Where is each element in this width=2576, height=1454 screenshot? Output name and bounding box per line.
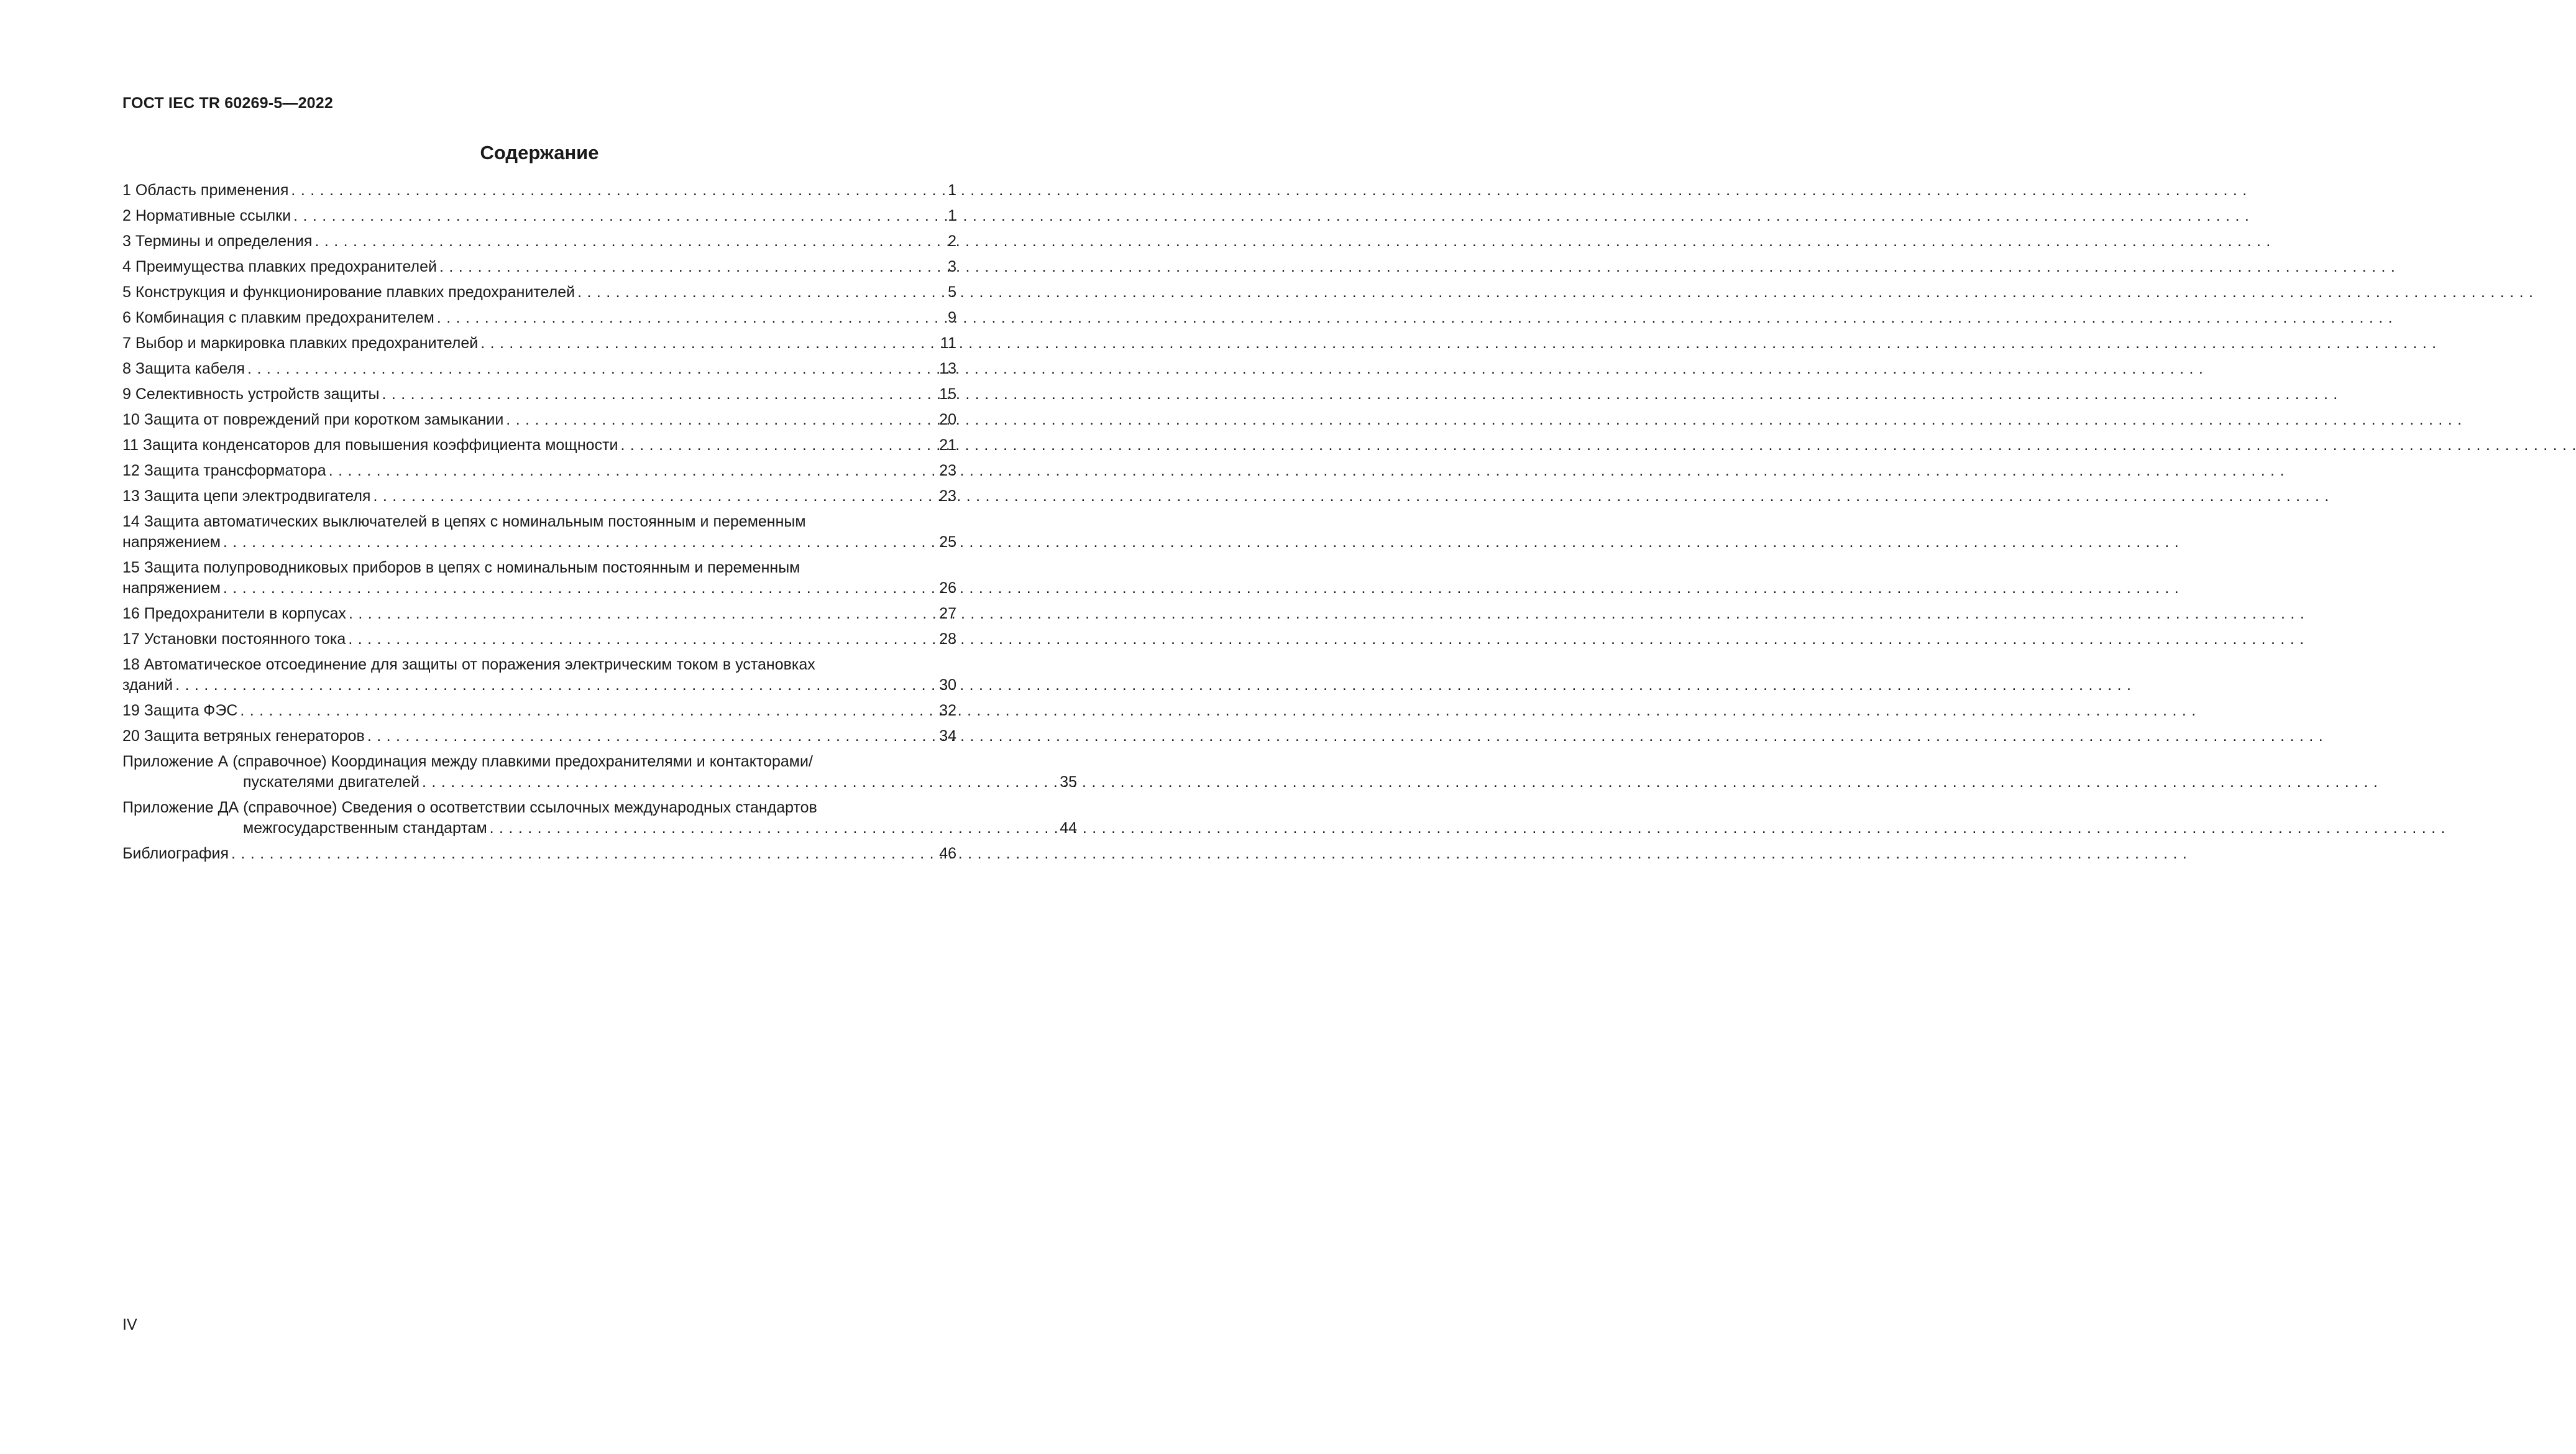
toc-entry-page: 20 bbox=[939, 411, 956, 428]
toc-entry[interactable] bbox=[122, 512, 956, 553]
toc-entry-title-line1: Приложение А (справочное) Координация между плавкими предохранителями и контакторами/ bbox=[122, 753, 813, 770]
toc-entry-title: 19 Защита ФЭС bbox=[122, 702, 238, 719]
toc-entry-title-line2: напряжением bbox=[122, 579, 221, 597]
toc-entry-page: 30 bbox=[939, 676, 956, 694]
toc-entry-page: 46 bbox=[939, 845, 956, 862]
toc-entry-title: 11 Защита конденсаторов для повышения коэффициента мощности bbox=[122, 436, 618, 454]
toc-entry[interactable] bbox=[122, 410, 956, 430]
dot-leader bbox=[480, 333, 939, 354]
toc-entry-title: 1 Область применения bbox=[122, 182, 289, 199]
dot-leader bbox=[240, 701, 938, 721]
toc-entry-title: 16 Предохранители в корпусах bbox=[122, 605, 346, 622]
toc-entry[interactable] bbox=[122, 701, 956, 721]
table-of-contents bbox=[122, 180, 1077, 869]
dot-leader bbox=[439, 257, 947, 277]
toc-entry-page: 26 bbox=[939, 579, 956, 597]
toc-entry-page: 3 bbox=[948, 258, 956, 275]
dot-leader bbox=[231, 844, 938, 864]
toc-entry-page: 44 bbox=[1060, 819, 1077, 837]
toc-entry-title: 3 Термины и определения bbox=[122, 232, 313, 250]
dot-leader bbox=[175, 675, 938, 696]
dot-leader bbox=[349, 604, 938, 624]
toc-entry[interactable] bbox=[122, 206, 956, 226]
toc-entry-title: 4 Преимущества плавких предохранителей bbox=[122, 258, 437, 275]
toc-entry[interactable] bbox=[122, 726, 956, 747]
toc-entry-title-line2: межгосударственным стандартам bbox=[243, 819, 487, 837]
toc-entry-title: Библиография bbox=[122, 845, 229, 862]
toc-entry[interactable] bbox=[122, 604, 956, 624]
dot-leader bbox=[314, 231, 947, 252]
dot-leader bbox=[506, 410, 938, 430]
dot-leader bbox=[247, 359, 938, 379]
toc-entry[interactable] bbox=[122, 486, 956, 507]
toc-entry[interactable] bbox=[122, 558, 956, 599]
toc-entry[interactable] bbox=[122, 257, 956, 277]
dot-leader bbox=[329, 461, 938, 481]
toc-entry-title: 20 Защита ветряных генераторов bbox=[122, 727, 365, 745]
toc-entry-title-line2: пускателями двигателей bbox=[243, 773, 420, 791]
toc-entry-title: 7 Выбор и маркировка плавких предохранителей bbox=[122, 334, 479, 352]
toc-entry-page: 2 bbox=[948, 232, 956, 250]
toc-entry-title: 5 Конструкция и функционирование плавких предохранителей bbox=[122, 283, 575, 301]
toc-entry-page: 9 bbox=[948, 309, 956, 326]
toc-entry-title: 13 Защита цепи электродвигателя bbox=[122, 487, 371, 505]
toc-entry-page: 34 bbox=[939, 727, 956, 745]
dot-leader bbox=[373, 486, 938, 507]
dot-leader bbox=[367, 726, 938, 747]
toc-entry[interactable] bbox=[122, 282, 956, 303]
toc-entry-title-line2: напряжением bbox=[122, 533, 221, 551]
dot-leader bbox=[223, 532, 938, 553]
toc-entry[interactable] bbox=[122, 655, 956, 696]
toc-entry-page: 23 bbox=[939, 487, 956, 505]
toc-entry[interactable] bbox=[122, 435, 956, 456]
toc-entry-title: 10 Защита от повреждений при коротком замыкании bbox=[122, 411, 504, 428]
toc-entry-title: 6 Комбинация с плавким предохранителем bbox=[122, 309, 434, 326]
toc-entry-page: 15 bbox=[939, 385, 956, 403]
dot-leader bbox=[223, 578, 938, 599]
toc-entry-title: 12 Защита трансформатора bbox=[122, 462, 326, 479]
toc-entry-bibliography[interactable] bbox=[122, 844, 956, 864]
dot-leader bbox=[291, 180, 947, 201]
toc-entry-title: 17 Установки постоянного тока bbox=[122, 630, 346, 648]
dot-leader bbox=[577, 282, 947, 303]
toc-entry[interactable] bbox=[122, 629, 956, 650]
toc-entry-page: 27 bbox=[939, 605, 956, 622]
toc-entry-page: 21 bbox=[939, 436, 956, 454]
toc-entry-title-line1: Приложение ДА (справочное) Сведения о осответствии ссылочных международных стандартов bbox=[122, 799, 817, 816]
dot-leader bbox=[490, 818, 1059, 839]
toc-entry-page: 28 bbox=[939, 630, 956, 648]
toc-entry-page: 35 bbox=[1060, 773, 1077, 791]
toc-entry-title-line1: 18 Автоматическое отсоединение для защиты от поражения электрическим током в установках bbox=[122, 656, 815, 673]
toc-entry[interactable] bbox=[122, 359, 956, 379]
toc-entry[interactable] bbox=[122, 308, 956, 328]
toc-entry-page: 5 bbox=[948, 283, 956, 301]
dot-leader bbox=[437, 308, 947, 328]
dot-leader bbox=[293, 206, 947, 226]
toc-entry-page: 13 bbox=[939, 360, 956, 377]
document-designation: ГОСТ IEC TR 60269-5—2022 bbox=[122, 94, 333, 112]
toc-entry-page: 32 bbox=[939, 702, 956, 719]
toc-entry-title-line1: 14 Защита автоматических выключателей в цепях с номинальным постоянным и переменным bbox=[122, 513, 806, 530]
page-number: IV bbox=[122, 1316, 137, 1333]
toc-entry-title-line2: зданий bbox=[122, 676, 173, 694]
dot-leader bbox=[621, 435, 938, 456]
toc-entry-annex-da[interactable] bbox=[122, 798, 1077, 839]
toc-entry-page: 25 bbox=[939, 533, 956, 551]
toc-entry-title: 9 Селективность устройств защиты bbox=[122, 385, 380, 403]
toc-entry-title-line1: 15 Защита полупроводниковых приборов в цепях с номинальным постоянным и переменным bbox=[122, 559, 800, 576]
toc-entry-title: 8 Защита кабеля bbox=[122, 360, 245, 377]
dot-leader bbox=[382, 384, 938, 405]
toc-entry[interactable] bbox=[122, 384, 956, 405]
toc-entry-page: 1 bbox=[948, 182, 956, 199]
toc-entry[interactable] bbox=[122, 333, 956, 354]
dot-leader bbox=[422, 772, 1058, 793]
toc-entry[interactable] bbox=[122, 231, 956, 252]
toc-entry-page: 11 bbox=[940, 334, 956, 352]
toc-entry-page: 23 bbox=[939, 462, 956, 479]
dot-leader bbox=[348, 629, 938, 650]
toc-entry-title: 2 Нормативные ссылки bbox=[122, 207, 291, 224]
toc-title: Содержание bbox=[480, 142, 599, 163]
toc-entry[interactable] bbox=[122, 180, 956, 201]
toc-entry[interactable] bbox=[122, 461, 956, 481]
toc-entry-annex-a[interactable] bbox=[122, 752, 1077, 793]
toc-entry-page: 1 bbox=[948, 207, 956, 224]
